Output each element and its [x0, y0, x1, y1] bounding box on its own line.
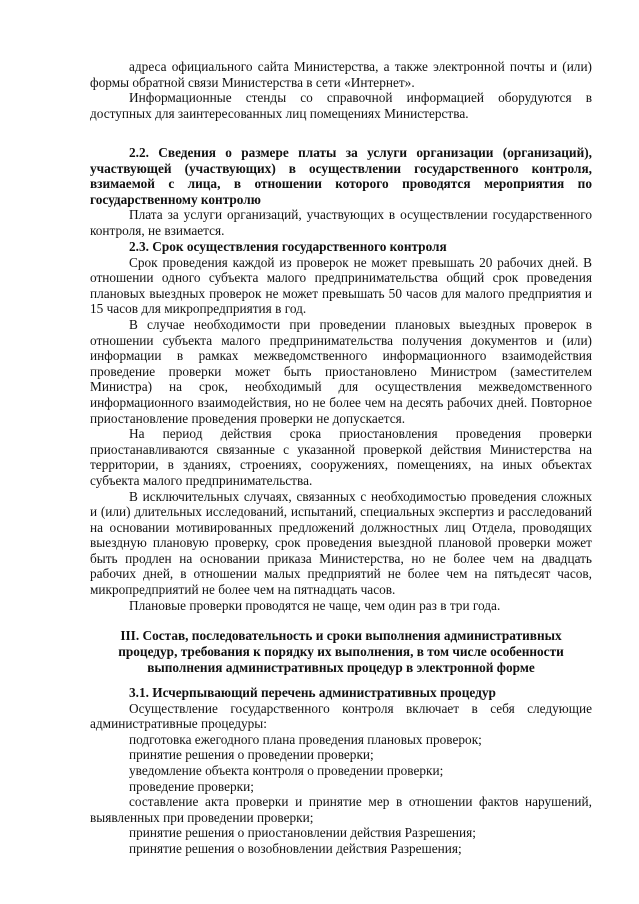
list-item: проведение проверки; [129, 778, 254, 794]
section-2-3-paragraph: В случае необходимости при проведении плановых выездных проверок в отношении субъекта малого предпринимательства получения документов и (или) информации в рамках межведомственного информационного взаимодействия проведение проверки может быть приостановлено Министром (заместителем Министра) на срок, необходимый для осуществления межведомственного информационного взаимодействия, но не более чем на десять рабочих дней. Повторное приостановление проведения проверки не допускается. [90, 316, 592, 426]
section-3-heading-line: процедур, требования к порядку их выполнения, в том числе особенности [118, 644, 564, 659]
intro-block [90, 59, 592, 121]
section-3-1-intro: Осуществление государственного контроля включает в себя следующие административные процедуры: [90, 700, 592, 732]
intro-paragraph: Информационные стенды со справочной информацией оборудуются в доступных для заинтересованных лиц помещениях Министерства. [90, 90, 592, 121]
section-2-3-paragraph: На период действия срока приостановления проведения проверки приостанавливаются связанные с указанной проверкой действия Министерства на территории, в зданиях, строениях, сооружениях, помещениях, на иных объектах субъекта малого предпринимательства. [90, 426, 592, 488]
list-item: подготовка ежегодного плана проведения плановых проверок; [129, 731, 482, 747]
section-2-3-paragraph: Срок проведения каждой из проверок не может превышать 20 рабочих дней. В отношении одного субъекта малого предпринимательства общий срок проведения плановых выездных проверок не может превышать 50 часов для малого предприятия и 15 часов для микропредприятия в год. [90, 254, 592, 317]
list-item: принятие решения о приостановлении действия Разрешения; [129, 825, 476, 841]
list-item: составление акта проверки и принятие мер в отношении фактов нарушений, выявленных при проведении проверки; [90, 794, 592, 825]
section-3-heading-line: III. Состав, последовательность и сроки выполнения административных [120, 628, 562, 643]
section-2-2-heading: 2.2. Сведения о размере платы за услуги организации (организаций), участвующей (участвующих) в осуществлении государственного контроля, взимаемой с лица, в отношении которого проводятся мероприятия по государственному контролю [90, 145, 592, 207]
section-2-3 [90, 239, 592, 613]
section-2-2 [90, 145, 592, 239]
list-item: принятие решения о проведении проверки; [129, 747, 374, 763]
section-3 [90, 628, 592, 676]
section-3-1 [90, 685, 592, 857]
section-3-1-heading: 3.1. Исчерпывающий перечень административных процедур [129, 685, 496, 700]
section-2-2-text: Плата за услуги организаций, участвующих в осуществлении государственного контроля, не взимается. [90, 207, 592, 238]
section-2-3-paragraph: Плановые проверки проводятся не чаще, чем один раз в три года. [129, 597, 501, 613]
section-2-3-paragraph: В исключительных случаях, связанных с необходимостью проведения сложных и (или) длительных исследований, испытаний, специальных экспертиз и расследований на основании мотивированных предложений должностных лиц Отдела, проводящих выездную плановую проверку, срок проведения выездной плановой проверки может быть продлен на основании приказа Министерства, но не более чем на двадцать рабочих дней, в отношении малых предприятий не более чем на пятьдесят часов, микропредприятий не более чем на пятнадцать часов. [90, 488, 592, 598]
section-2-3-heading: 2.3. Срок осуществления государственного контроля [129, 239, 447, 254]
intro-paragraph: адреса официального сайта Министерства, а также электронной почты и (или) формы обратной связи Министерства в сети «Интернет». [90, 59, 592, 90]
list-item: уведомление объекта контроля о проведении проверки; [129, 762, 444, 778]
section-3-heading-line: выполнения административных процедур в электронной форме [147, 660, 535, 675]
list-item: принятие решения о возобновлении действия Разрешения; [129, 840, 462, 856]
